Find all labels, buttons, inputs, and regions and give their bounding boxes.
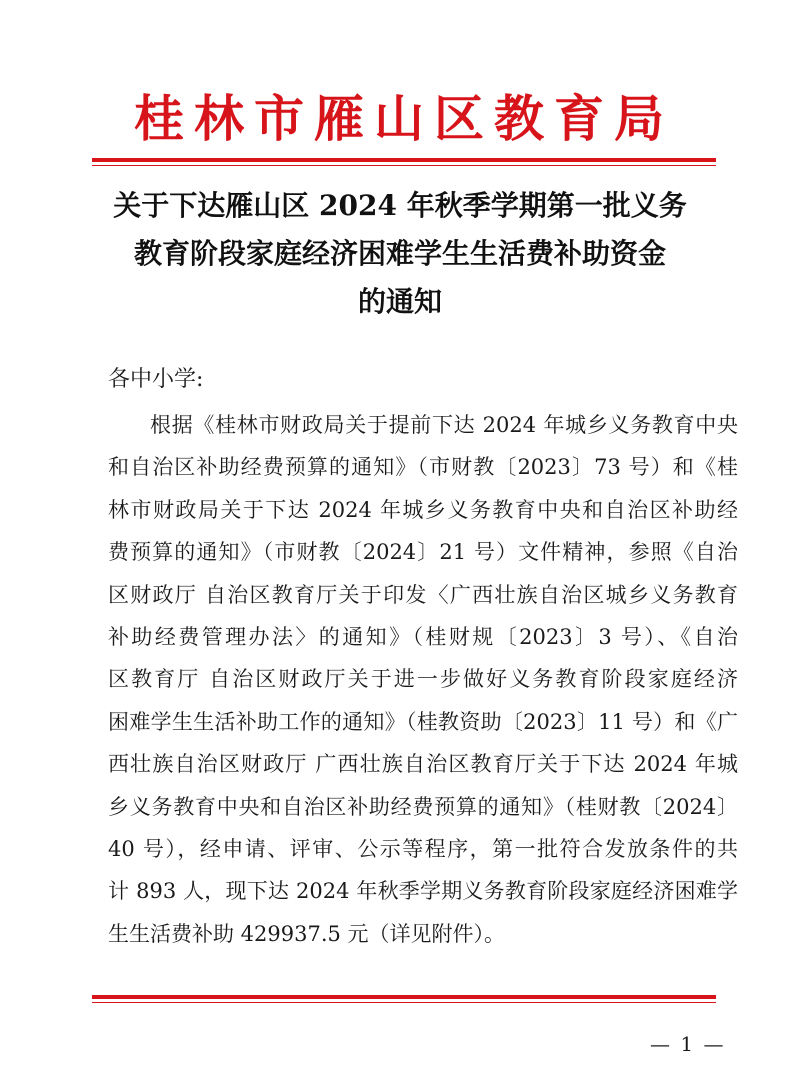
notice-title [70, 182, 730, 326]
notice-title-line: 的通知 [357, 285, 442, 318]
body-line: 生生活费补助 429937.5 元（详见附件）。 [108, 921, 506, 946]
body-line: 费预算的通知》（市财教〔2024〕21 号）文件精神，参照《自治 [108, 540, 738, 565]
issuer-header: 桂林市雁山区教育局 [134, 90, 674, 148]
body-paragraph [108, 404, 738, 955]
body-line: 林市财政局关于下达 2024 年城乡义务教育中央和自治区补助经 [108, 497, 738, 522]
body-line: 计 893 人，现下达 2024 年秋季学期义务教育阶段家庭经济困难学 [108, 879, 738, 904]
body-line: 乡义务教育中央和自治区补助经费预算的通知》（桂财教〔2024〕 [108, 794, 738, 819]
notice-title-line: 关于下达雁山区 2024 年秋季学期第一批义务 [113, 189, 687, 222]
body-line: 区财政厅 自治区教育厅关于印发〈广西壮族自治区城乡义务教育 [108, 582, 738, 607]
footer-divider-thin [92, 1002, 716, 1003]
header-divider-thin [92, 165, 716, 166]
page-number: — 1 — [650, 1032, 726, 1056]
body-line: 西壮族自治区财政厅 广西壮族自治区教育厅关于下达 2024 年城 [108, 752, 738, 777]
notice-title-line: 教育阶段家庭经济困难学生生活费补助资金 [133, 237, 666, 270]
footer-divider [92, 995, 716, 1003]
salutation: 各中小学: [108, 367, 204, 392]
body-line: 和自治区补助经费预算的通知》（市财教〔2023〕73 号）和《桂 [108, 455, 738, 480]
body-line: 困难学生生活补助工作的通知》（桂教资助〔2023〕11 号）和《广 [108, 709, 738, 734]
header-divider [92, 158, 716, 166]
body-line: 根据《桂林市财政局关于提前下达 2024 年城乡义务教育中央 [150, 413, 738, 437]
body-line: 补助经费管理办法〉的通知》（桂财规〔2023〕3 号）、《自治 [108, 624, 738, 649]
body-line: 区教育厅 自治区财政厅关于进一步做好义务教育阶段家庭经济 [108, 667, 738, 692]
body-line: 40 号），经申请、评审、公示等程序，第一批符合发放条件的共 [108, 836, 738, 861]
